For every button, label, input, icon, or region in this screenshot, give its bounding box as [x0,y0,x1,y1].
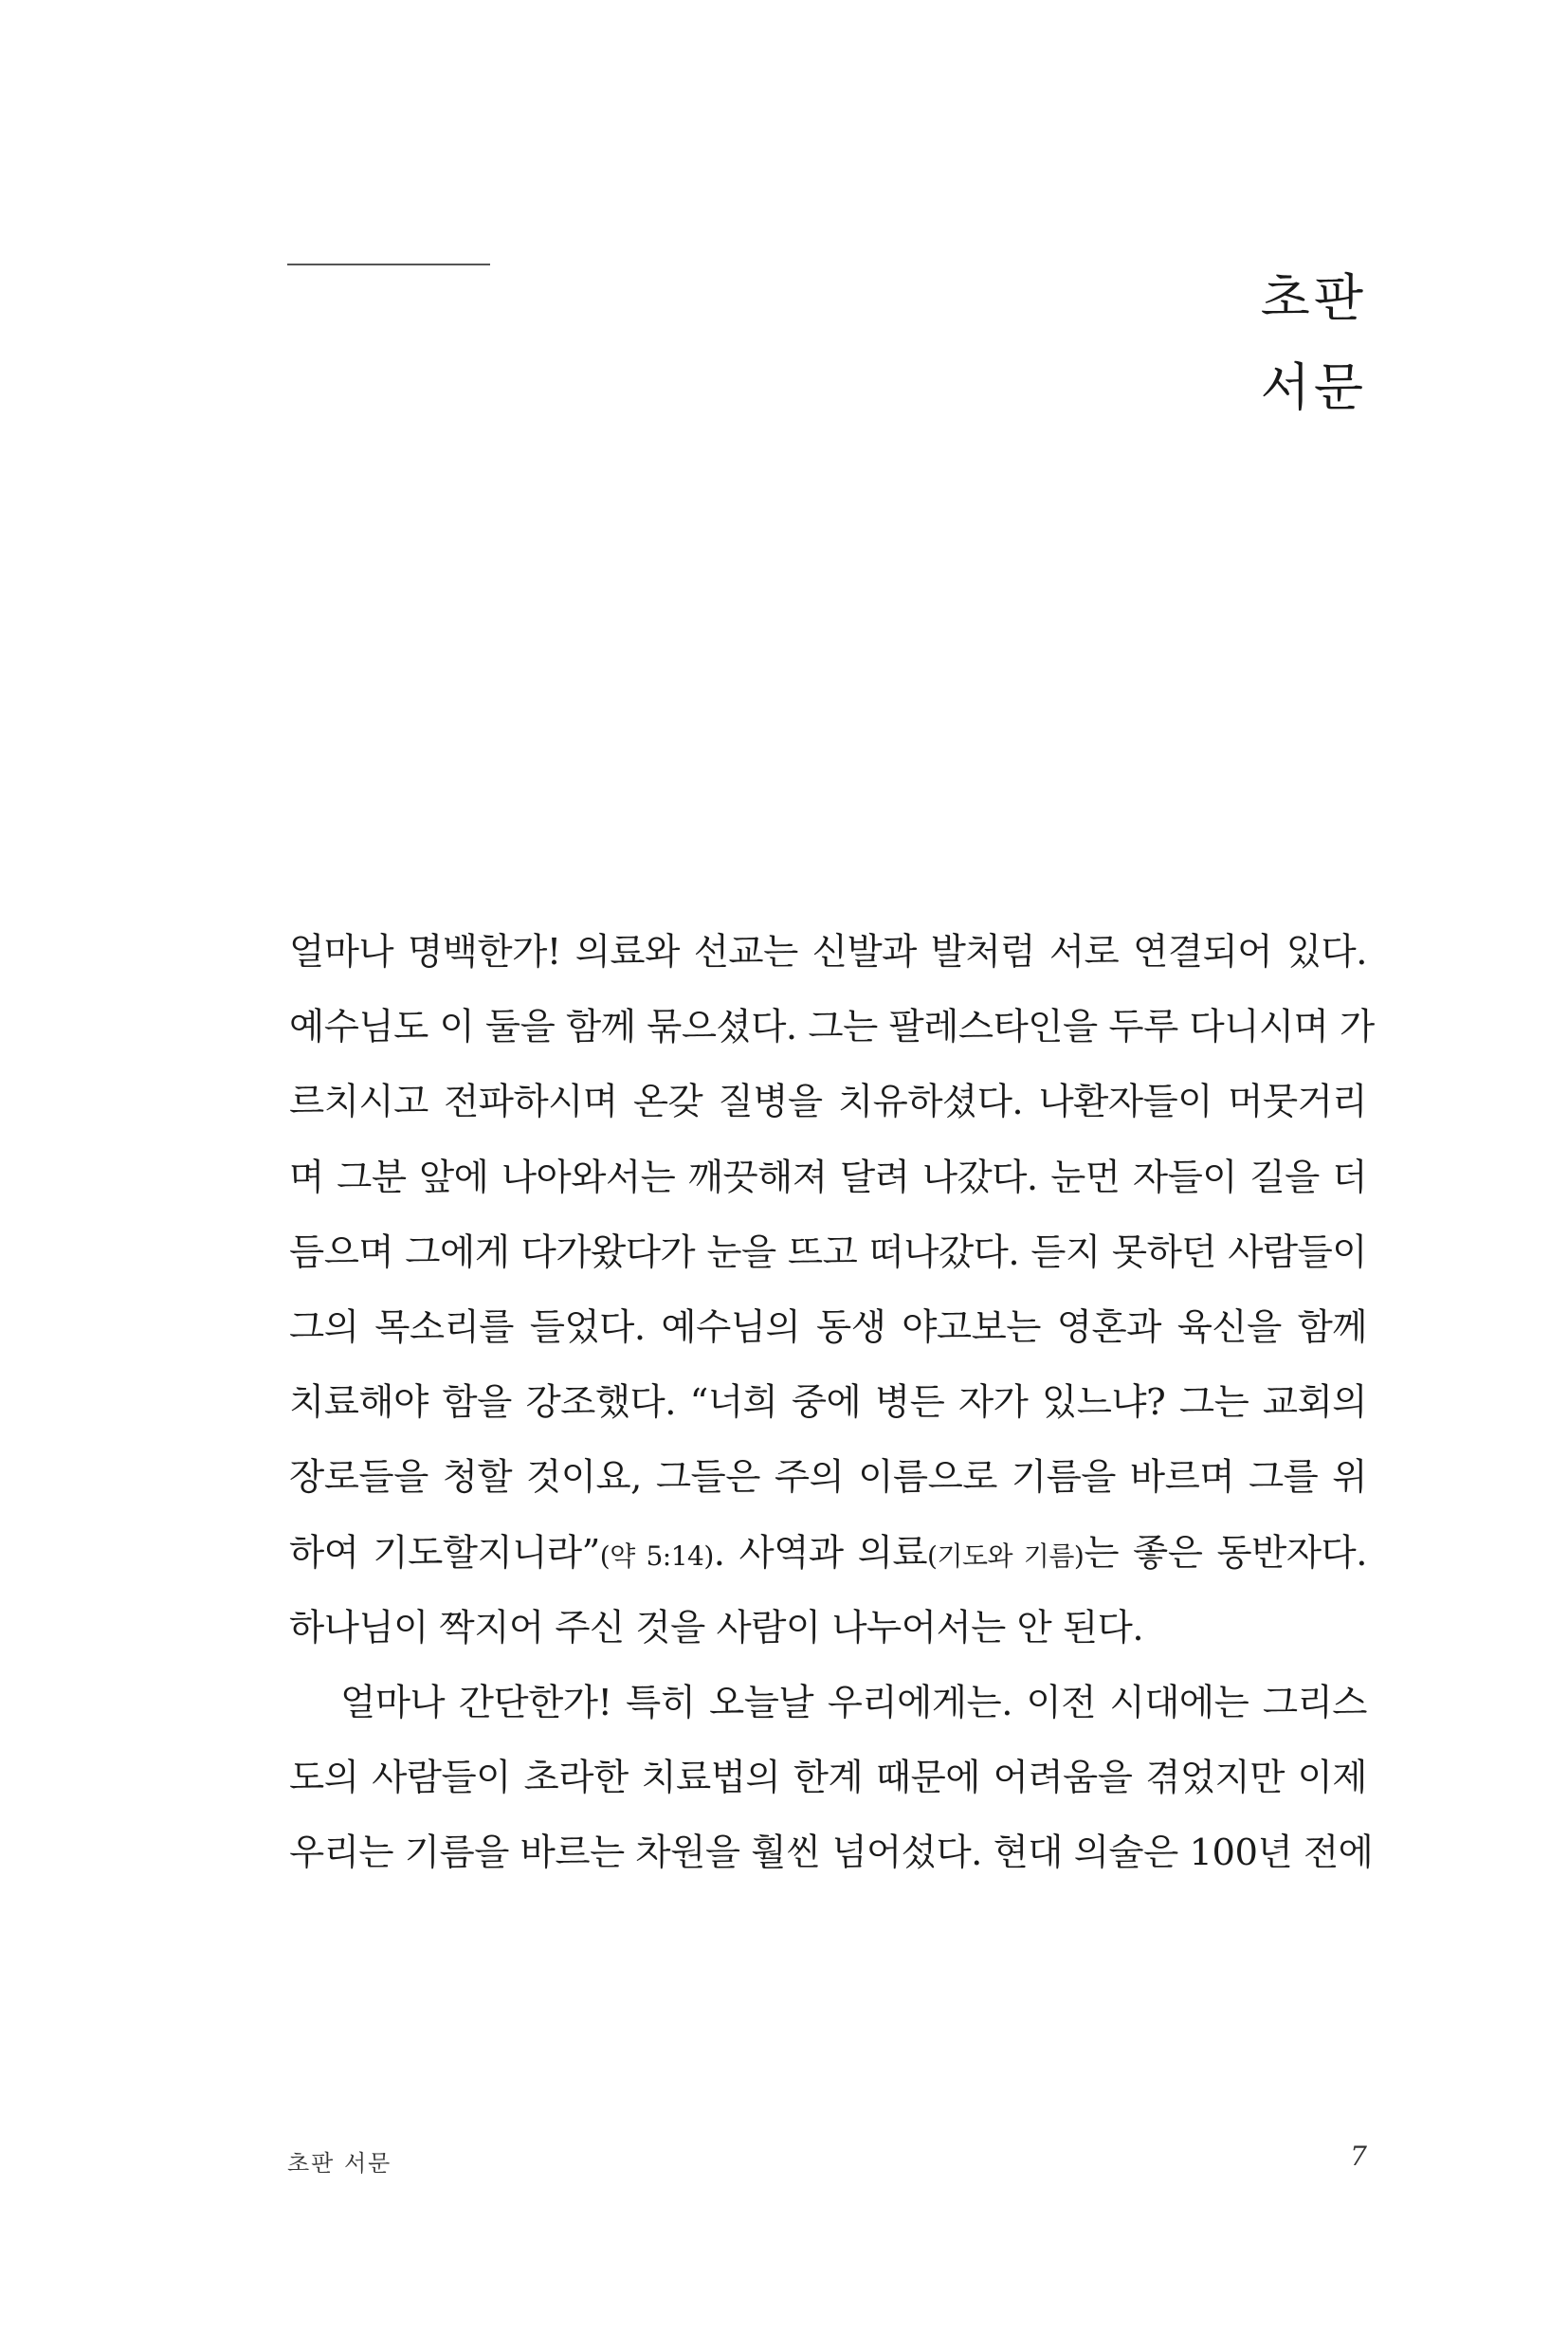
body-line: 얼마나 명백한가! 의료와 선교는 신발과 발처럼 서로 연결되어 있다. [289,931,1367,974]
chapter-title-line-1: 초판 [1260,268,1367,328]
scripture-reference: (약 5:14) [599,1540,714,1572]
body-text [289,915,1375,1890]
body-line: 르치시고 전파하시며 온갖 질병을 치유하셨다. 나환자들이 머뭇거리 [289,1081,1367,1124]
page-number: 7 [1350,2141,1367,2172]
paragraph-first-line: 얼마나 간단한가! 특히 오늘날 우리에게는. 이전 시대에는 그리스 [340,1681,1367,1724]
chapter-title [1261,254,1367,432]
chapter-title-line-2: 서문 [1260,357,1367,417]
body-text-segment: 하여 기도할지니라” [289,1531,600,1575]
top-divider-rule [287,264,490,265]
body-line [289,1516,1367,1591]
parenthetical-note: (기도와 기름) [927,1540,1085,1572]
body-line: 우리는 기름을 바르는 차원을 훨씬 넘어섰다. 현대 의술은 100년 전에 [289,1832,1374,1875]
body-line: 도의 사람들이 초라한 치료법의 한계 때문에 어려움을 겪었지만 이제 [289,1757,1367,1800]
body-line: 듬으며 그에게 다가왔다가 눈을 뜨고 떠나갔다. 듣지 못하던 사람들이 [289,1230,1367,1274]
body-text-segment: 는 좋은 동반자다. [1084,1531,1367,1575]
body-line: 그의 목소리를 들었다. 예수님의 동생 야고보는 영혼과 육신을 함께 [289,1305,1367,1349]
running-head: 초판 서문 [287,2150,392,2177]
body-line: 며 그분 앞에 나아와서는 깨끗해져 달려 나갔다. 눈먼 자들이 길을 더 [289,1156,1367,1199]
body-line: 하나님이 짝지어 주신 것을 사람이 나누어서는 안 된다. [289,1606,1144,1649]
body-line: 장로들을 청할 것이요, 그들은 주의 이름으로 기름을 바르며 그를 위 [289,1456,1367,1500]
body-line: 치료해야 함을 강조했다. “너희 중에 병든 자가 있느냐? 그는 교회의 [289,1381,1367,1425]
body-text-segment: . 사역과 의료 [713,1531,928,1575]
body-line: 예수님도 이 둘을 함께 묶으셨다. 그는 팔레스타인을 두루 다니시며 가 [289,1006,1375,1049]
